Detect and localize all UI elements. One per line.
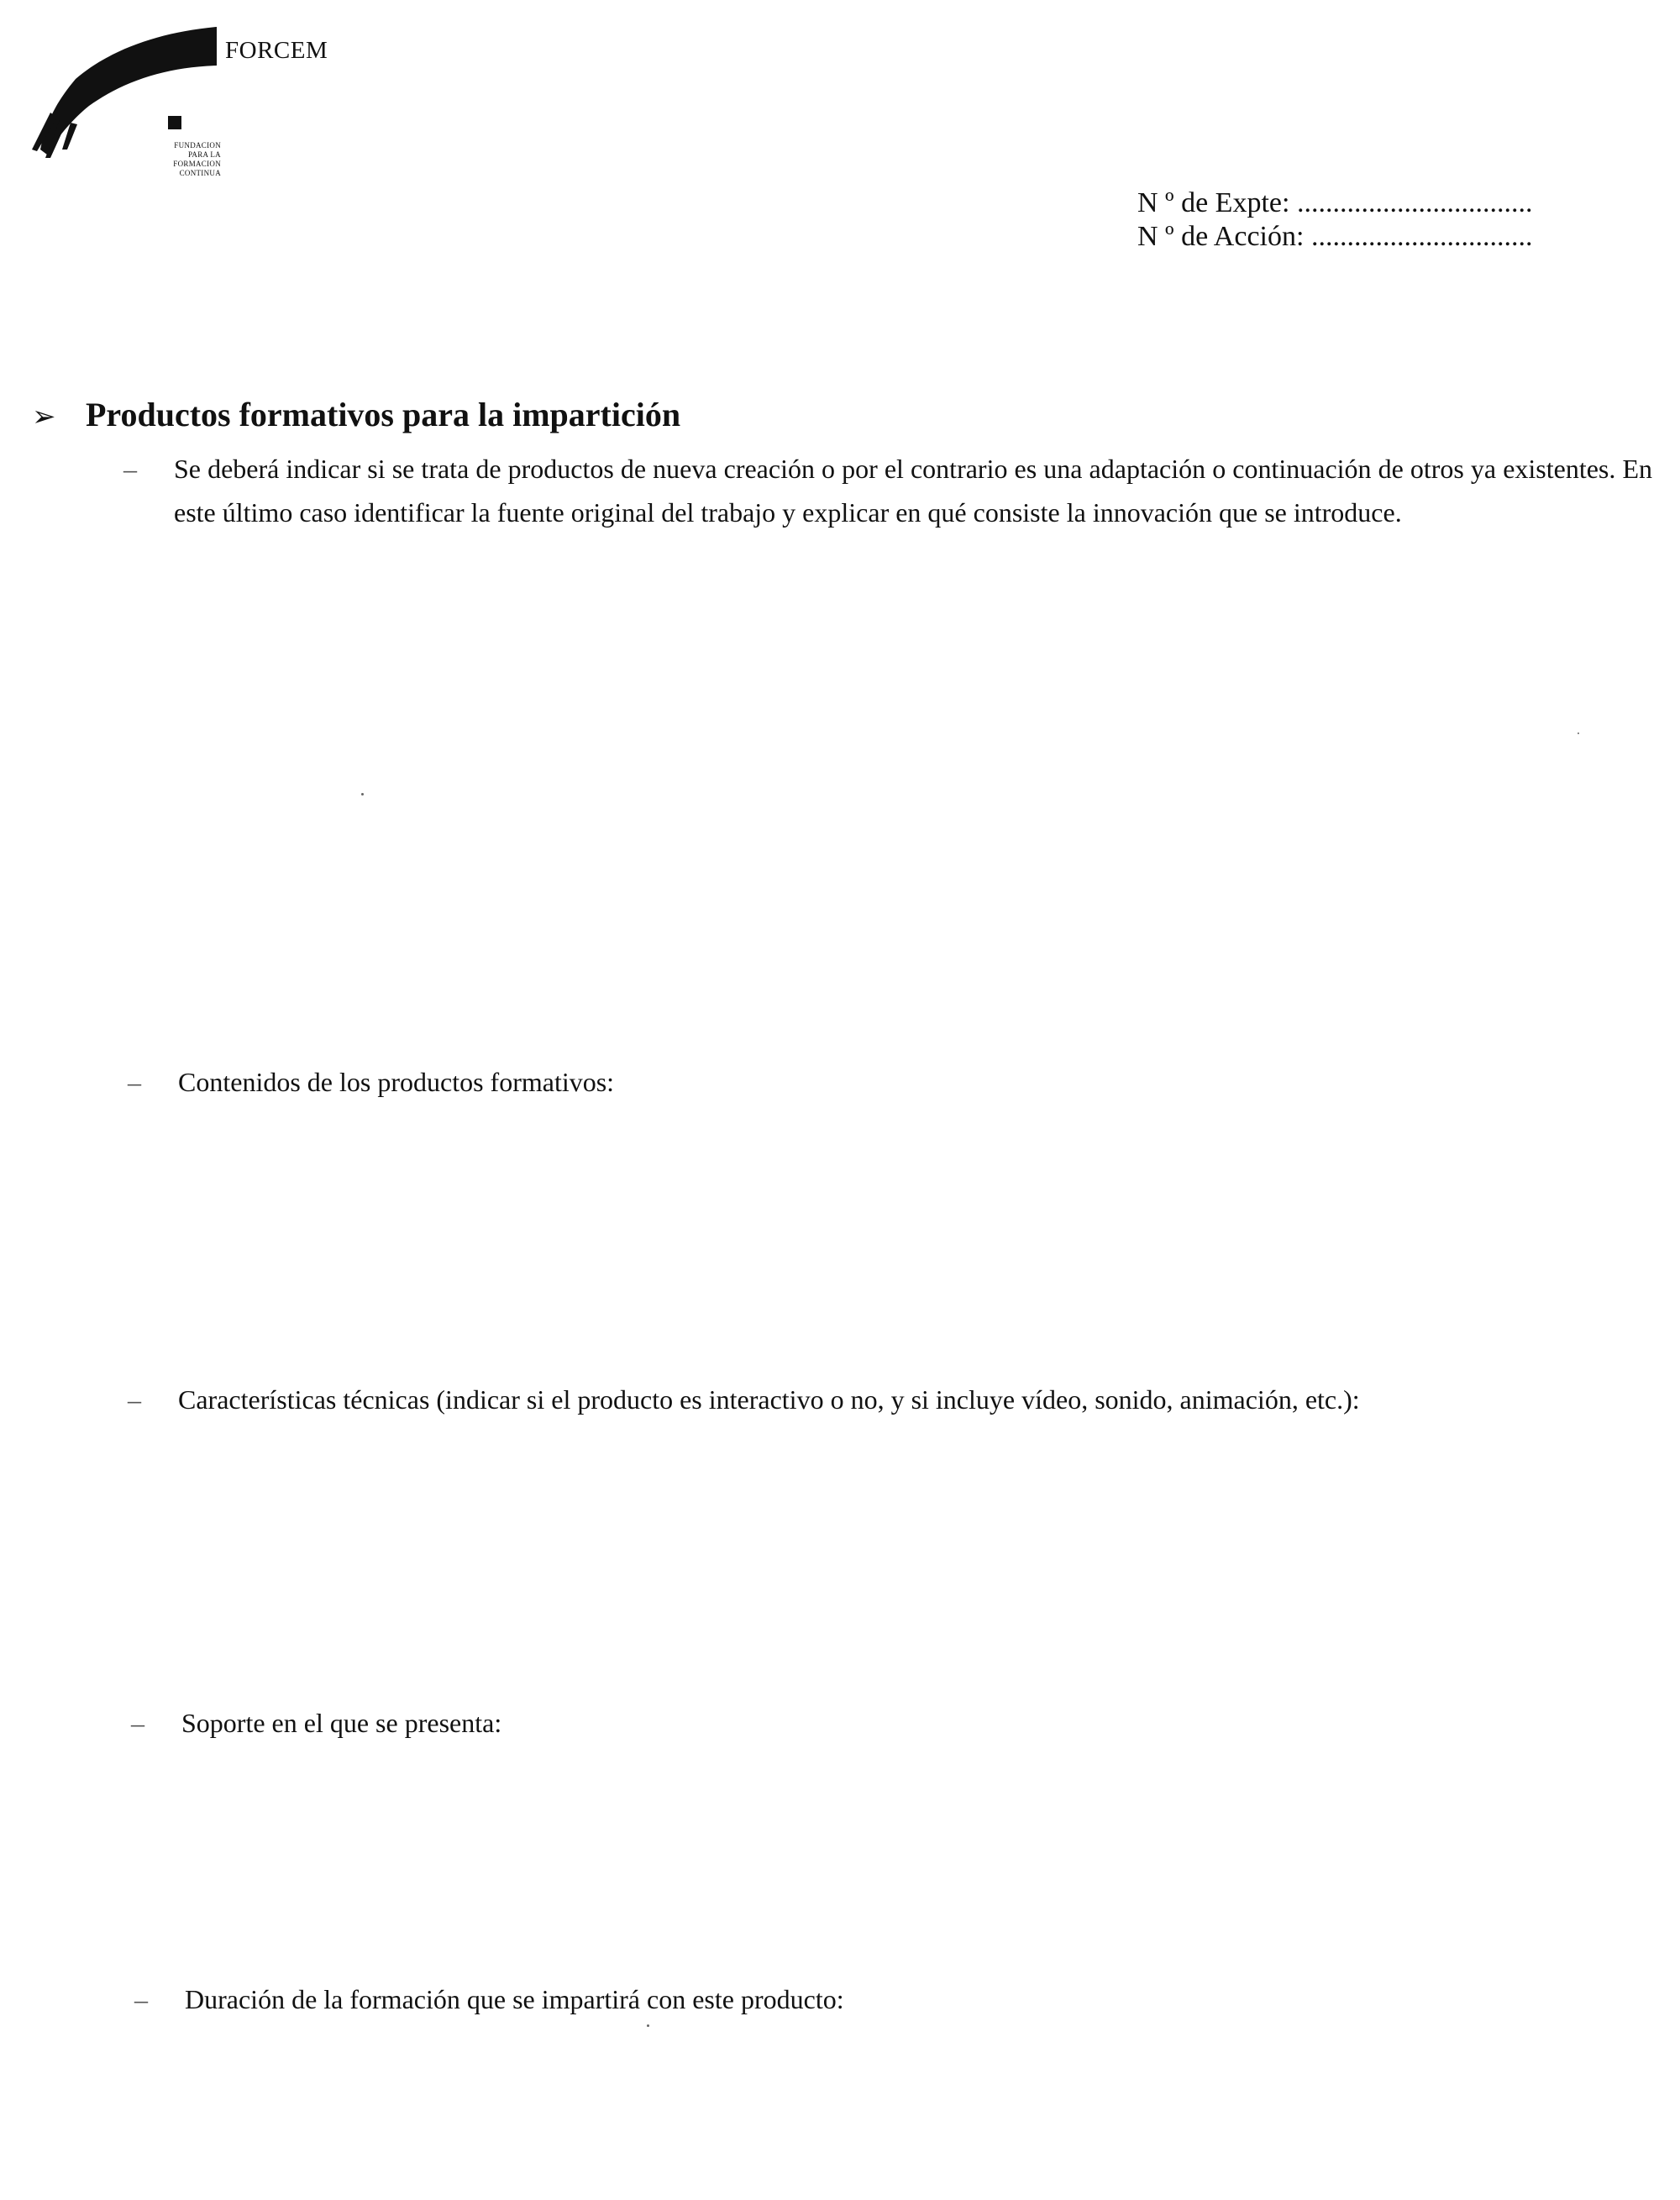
soporte-label: Soporte en el que se presenta: — [181, 1708, 502, 1738]
contenidos-item — [128, 1060, 615, 1104]
soporte-item — [131, 1701, 502, 1745]
expediente-number-field: N º de Expte: ................................. — [1137, 187, 1533, 218]
arrow-bullet-icon: ➢ — [32, 402, 56, 433]
logo-subtitle-line: FORMACION — [173, 160, 221, 168]
scan-speck — [1578, 732, 1579, 734]
dash-bullet: – — [134, 1984, 148, 2014]
scan-speck — [361, 793, 364, 795]
logo-subtitle-line: PARA LA — [187, 150, 221, 159]
logo-subtitle-line: FUNDACION — [174, 141, 221, 150]
duracion-label: Duración de la formación que se impartirá con este producto: — [185, 1984, 844, 2014]
section-heading — [32, 395, 680, 434]
dash-bullet: – — [131, 1708, 144, 1738]
contenidos-label: Contenidos de los productos formativos: — [178, 1067, 615, 1097]
logo-subtitle-line: CONTINUA — [179, 169, 221, 177]
dash-bullet: – — [128, 1384, 141, 1415]
logo-subtitle — [120, 141, 221, 178]
scan-speck — [647, 2024, 649, 2027]
logo-brand-name: FORCEM — [225, 37, 328, 64]
duracion-item — [134, 1977, 844, 2021]
caracteristicas-item — [128, 1378, 1360, 1421]
caracteristicas-label: Características técnicas (indicar si el producto es interactivo o no, y si incluye vídeo, sonido, animación, etc.): — [178, 1384, 1360, 1415]
accion-number-field: N º de Acción: ............................... — [1137, 221, 1533, 252]
dash-bullet: – — [128, 1067, 141, 1097]
forcem-logo-mark — [24, 24, 242, 158]
section-title-text: Productos formativos para la impartición — [86, 396, 681, 433]
dash-bullet: – — [123, 454, 137, 484]
instruction-text: Se deberá indicar si se trata de productos de nueva creación o por el contrario es una adaptación o continuación de otros ya existentes. En este último caso identificar la fuente original del trabajo y explicar en qué consiste la innovación que se introduce. — [174, 454, 1652, 528]
instruction-paragraph — [123, 447, 1652, 534]
forcem-logo — [24, 24, 326, 208]
reference-block — [1137, 186, 1532, 254]
